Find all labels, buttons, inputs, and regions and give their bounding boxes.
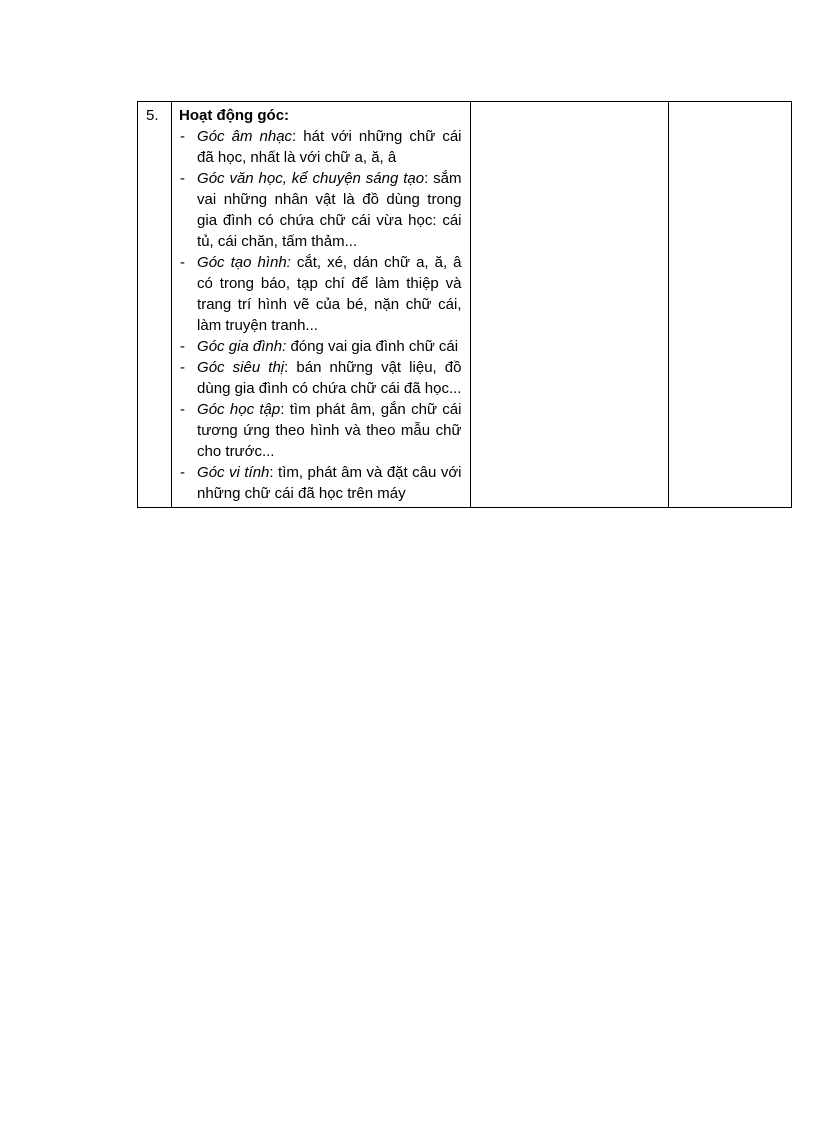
item-label: Góc tạo hình: xyxy=(197,254,291,271)
section-heading: Hoạt động góc: xyxy=(179,107,290,124)
table-row xyxy=(138,102,792,508)
dash-marker: - xyxy=(180,401,186,418)
activity-list xyxy=(179,126,461,504)
list-item xyxy=(179,168,461,252)
list-item xyxy=(179,462,461,504)
row-number: 5. xyxy=(146,107,159,124)
dash-marker: - xyxy=(180,128,186,145)
item-label: Góc học tập xyxy=(197,401,281,418)
list-item xyxy=(179,252,461,336)
activity-table xyxy=(137,101,792,508)
item-text: : bán những vật liệu, đồ dùng gia đình có chứa chữ cái đã học... xyxy=(197,359,462,397)
item-text: : tìm, phát âm và đặt câu với những chữ cái đã học trên máy xyxy=(197,464,462,502)
list-item xyxy=(179,399,461,462)
dash-marker: - xyxy=(180,359,186,376)
item-label: Góc vi tính xyxy=(197,464,270,481)
item-label: Góc âm nhạc xyxy=(197,128,293,145)
content-cell xyxy=(172,102,470,508)
dash-marker: - xyxy=(180,254,186,271)
dash-marker: - xyxy=(180,464,186,481)
item-text: : sắm vai những nhân vật là đồ dùng trong gia đình có chứa chữ cái vừa học: cái tủ, cái chăn, tấm thảm... xyxy=(197,170,462,250)
row-number-cell xyxy=(138,102,172,508)
list-item xyxy=(179,126,461,168)
empty-cell-2 xyxy=(668,102,791,508)
item-text: : tìm phát âm, gắn chữ cái tương ứng theo hình và theo mẫu chữ cho trước... xyxy=(197,401,462,460)
empty-cell-1 xyxy=(470,102,668,508)
item-text: cắt, xé, dán chữ a, ă, â có trong báo, tạp chí để làm thiệp và trang trí hình vẽ của bé, nặn chữ cái, làm truyện tranh... xyxy=(197,254,462,334)
item-label: Góc văn học, kể chuyện sáng tạo xyxy=(197,170,425,187)
item-text: đóng vai gia đình chữ cái xyxy=(286,338,459,355)
item-label: Góc siêu thị xyxy=(197,359,285,376)
item-label: Góc gia đình: xyxy=(197,338,287,355)
list-item xyxy=(179,336,461,357)
list-item xyxy=(179,357,461,399)
dash-marker: - xyxy=(180,170,186,187)
item-text: : hát với những chữ cái đã học, nhất là với chữ a, ă, â xyxy=(197,128,462,166)
dash-marker: - xyxy=(180,338,186,355)
